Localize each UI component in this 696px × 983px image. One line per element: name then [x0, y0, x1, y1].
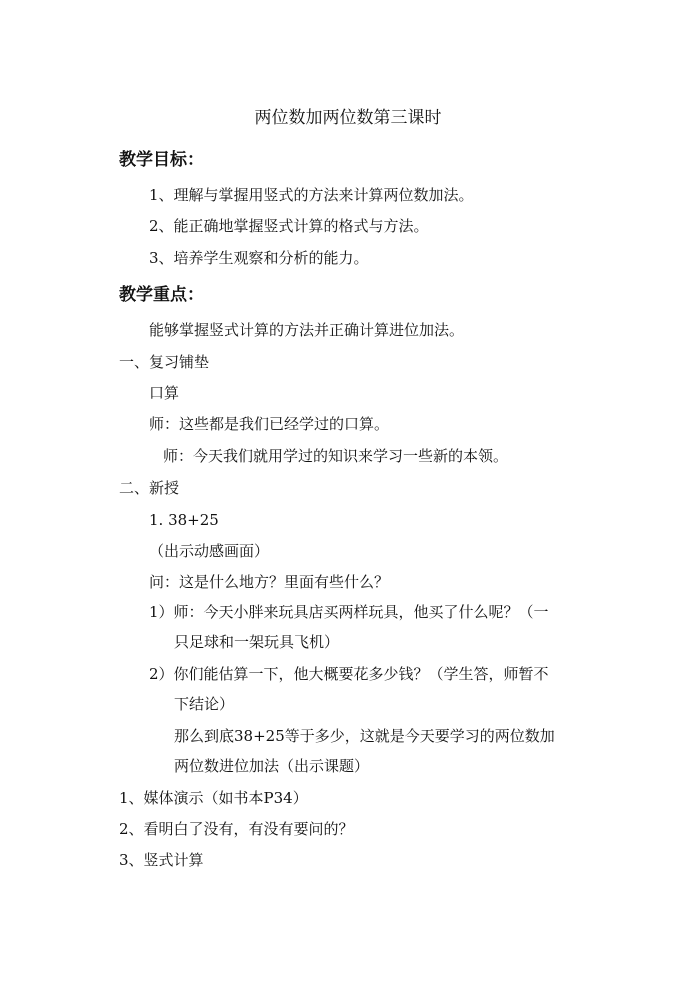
key-points-text: 能够掌握竖式计算的方法并正确计算进位加法。	[149, 321, 465, 339]
list-item-continuation: 下结论）	[174, 695, 235, 713]
list-item: 2）你们能估算一下，他大概要花多少钱？（学生答，师暂不	[149, 665, 549, 683]
paragraph: 师：今天我们就用学过的知识来学习一些新的本领。	[163, 447, 509, 465]
paragraph: 问：这是什么地方？里面有些什么？	[149, 573, 390, 591]
list-item: 3、竖式计算	[119, 851, 204, 869]
objective-item: 3、培养学生观察和分析的能力。	[149, 249, 369, 267]
list-item: 2、看明白了没有，有没有要问的？	[119, 820, 354, 838]
list-item: 1. 38+25	[149, 511, 219, 529]
key-points-heading: 教学重点：	[119, 285, 204, 305]
list-item: 1）师：今天小胖来玩具店买两样玩具，他买了什么呢？（一	[149, 603, 549, 621]
section-heading: 二、新授	[119, 479, 180, 497]
section-subheading: 口算	[149, 384, 180, 402]
objective-item: 1、理解与掌握用竖式的方法来计算两位数加法。	[149, 186, 474, 204]
objectives-heading: 教学目标：	[119, 150, 204, 170]
section-heading: 一、复习铺垫	[119, 353, 210, 371]
objective-item: 2、能正确地掌握竖式计算的格式与方法。	[149, 217, 429, 235]
page-title: 两位数加两位数第三课时	[254, 108, 442, 128]
list-item: 1、媒体演示（如书本P34）	[119, 789, 308, 807]
paragraph: 师：这些都是我们已经学过的口算。	[149, 415, 390, 433]
paragraph: 那么到底38+25等于多少，这就是今天要学习的两位数加	[174, 727, 555, 745]
paragraph: 两位数进位加法（出示课题）	[174, 757, 370, 775]
list-item-continuation: 只足球和一架玩具飞机）	[174, 633, 340, 651]
paragraph: （出示动感画面）	[149, 542, 270, 560]
